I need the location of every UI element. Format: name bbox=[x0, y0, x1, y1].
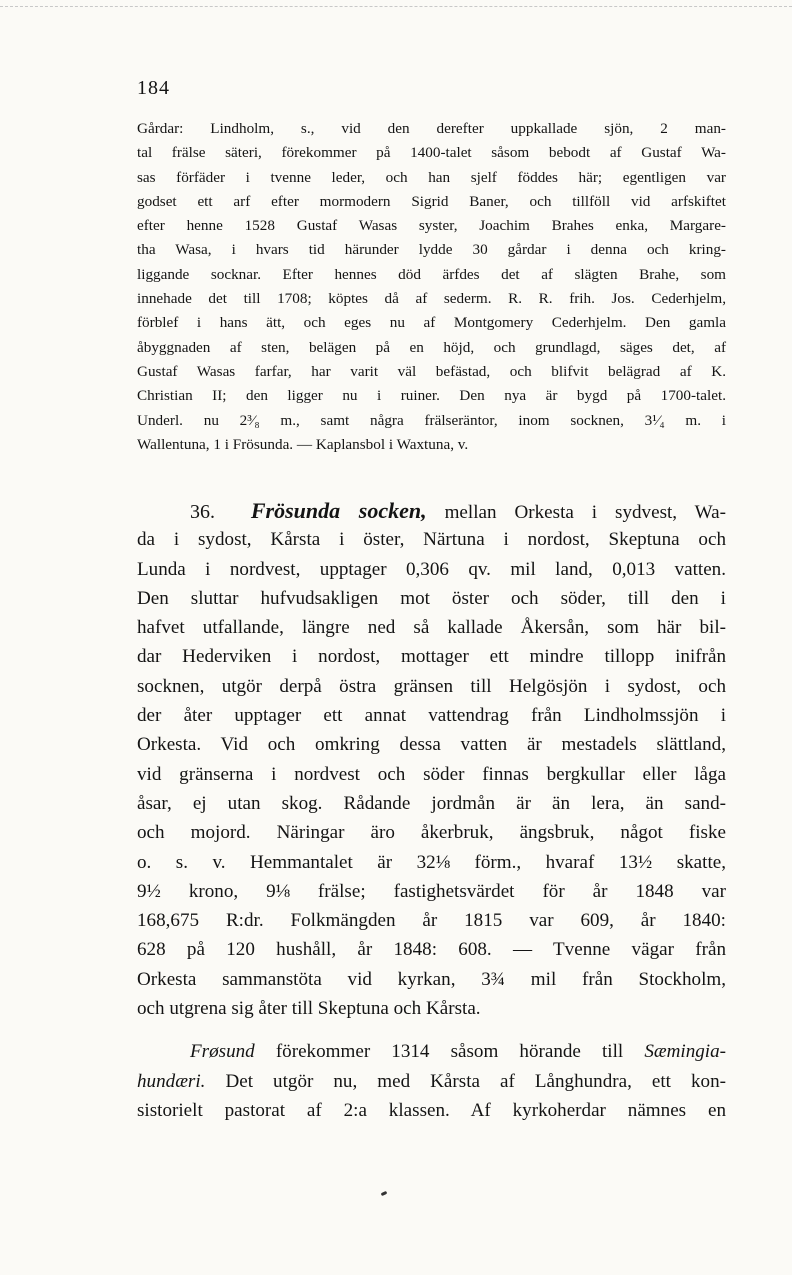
text-line: innehade det till 1708; köptes då af sederm. R. R. frih. Jos. Cederhjelm, bbox=[137, 290, 726, 308]
text-line: och utgrena sig åter till Skeptuna och Kårsta. bbox=[137, 998, 481, 1020]
text-line: socknen, utgör derpå östra gränsen till Helgösjön i sydost, och bbox=[137, 675, 726, 697]
italic-name: Frøsund bbox=[190, 1041, 255, 1063]
text-line: hafvet utfallande, längre ned så kallade Åkersån, som här bil- bbox=[137, 617, 726, 639]
text-line: förblef i hans ätt, och eges nu af Montgomery Cederhjelm. Den gamla bbox=[137, 314, 726, 332]
text-line: Den sluttar hufvudsakligen mot öster och söder, till den i bbox=[137, 587, 726, 609]
text-line: der åter upptager ett annat vattendrag från Lindholmssjön i bbox=[137, 705, 726, 727]
text-line: tal frälse säteri, förekommer på 1400-talet såsom bebodt af Gustaf Wa- bbox=[137, 144, 726, 162]
text-line: sistorielt pastorat af 2:a klassen. Af kyrkoherdar nämnes en bbox=[137, 1099, 726, 1121]
text-line: vid gränserna i nordvest och söder finnas bergkullar eller låga bbox=[137, 763, 726, 785]
text-line: o. s. v. Hemmantalet är 32⅛ förm., hvaraf 13½ skatte, bbox=[137, 851, 726, 873]
text-line: efter henne 1528 Gustaf Wasas syster, Joachim Brahes enka, Margare- bbox=[137, 217, 726, 235]
text-line: Underl. nu 2³⁄₈ m., samt några frälseräntor, inom socknen, 3¹⁄₄ m. i bbox=[137, 411, 726, 429]
text-line bbox=[137, 1037, 726, 1066]
gardar-paragraph bbox=[137, 117, 726, 457]
text-line: åsar, ej utan skog. Rådande jordmån är än lera, än sand- bbox=[137, 792, 726, 814]
page-edge-line bbox=[0, 6, 792, 7]
text-line: dar Hederviken i nordost, mottager ett mindre tillopp inifrån bbox=[137, 646, 726, 668]
text-line: Lunda i nordvest, upptager 0,306 qv. mil land, 0,013 vatten. bbox=[137, 558, 726, 580]
text-line: Wallentuna, 1 i Frösunda. — Kaplansbol i Waxtuna, v. bbox=[137, 435, 469, 453]
section-title: Frösunda socken, bbox=[250, 498, 427, 523]
text-line: 628 på 120 hushåll, år 1848: 608. — Tvenne vägar från bbox=[137, 939, 726, 961]
section-heading-line bbox=[137, 496, 726, 525]
inline-text: Det utgör nu, med Kårsta af Långhundra, ett kon- bbox=[205, 1070, 726, 1092]
text-line: 168,675 R:dr. Folkmängden år 1815 var 609, år 1840: bbox=[137, 910, 726, 932]
text-line: och mojord. Näringar äro åkerbruk, ängsbruk, något fiske bbox=[137, 822, 726, 844]
text-line: Orkesta sammanstöta vid kyrkan, 3¾ mil från Stockholm, bbox=[137, 968, 726, 990]
heading-rest: mellan Orkesta i sydvest, Wa- bbox=[444, 502, 726, 523]
inline-text: förekommer 1314 såsom hörande till bbox=[254, 1041, 645, 1063]
text-line: sas förfäder i tvenne leder, och han sjelf föddes här; egentligen var bbox=[137, 168, 726, 186]
text-line bbox=[137, 1067, 726, 1096]
paragraph-gap bbox=[137, 1023, 726, 1037]
text-line: liggande socknar. Efter hennes död ärfdes det af slägten Brahe, som bbox=[137, 265, 726, 283]
text-line: Orkesta. Vid och omkring dessa vatten är mestadels slättland, bbox=[137, 734, 726, 756]
frosunda-section bbox=[137, 496, 726, 1125]
italic-name: hundæri. bbox=[137, 1070, 206, 1092]
text-line: Christian II; den ligger nu i ruiner. Den nya är bygd på 1700-talet. bbox=[137, 387, 726, 405]
section-number: 36. bbox=[190, 501, 215, 523]
text-line: åbyggnaden af sten, belägen på en höjd, och grundlagd, säges det, af bbox=[137, 338, 726, 356]
text-line: Gustaf Wasas farfar, har varit väl befästad, och blifvit belägrad af K. bbox=[137, 362, 726, 380]
ink-mark bbox=[381, 1191, 388, 1196]
page-number: 184 bbox=[137, 77, 170, 99]
text-line: godset ett arf efter mormodern Sigrid Baner, och tillföll vid arfskiftet bbox=[137, 192, 726, 210]
text-line: 9½ krono, 9⅛ frälse; fastighetsvärdet för år 1848 var bbox=[137, 880, 726, 902]
text-line: tha Wasa, i hvars tid härunder lydde 30 gårdar i denna och kring- bbox=[137, 241, 726, 259]
text-line: Gårdar: Lindholm, s., vid den derefter uppkallade sjön, 2 man- bbox=[137, 120, 726, 137]
text-line: da i sydost, Kårsta i öster, Närtuna i nordost, Skeptuna och bbox=[137, 529, 726, 551]
italic-name: Sæmingia- bbox=[644, 1041, 726, 1063]
